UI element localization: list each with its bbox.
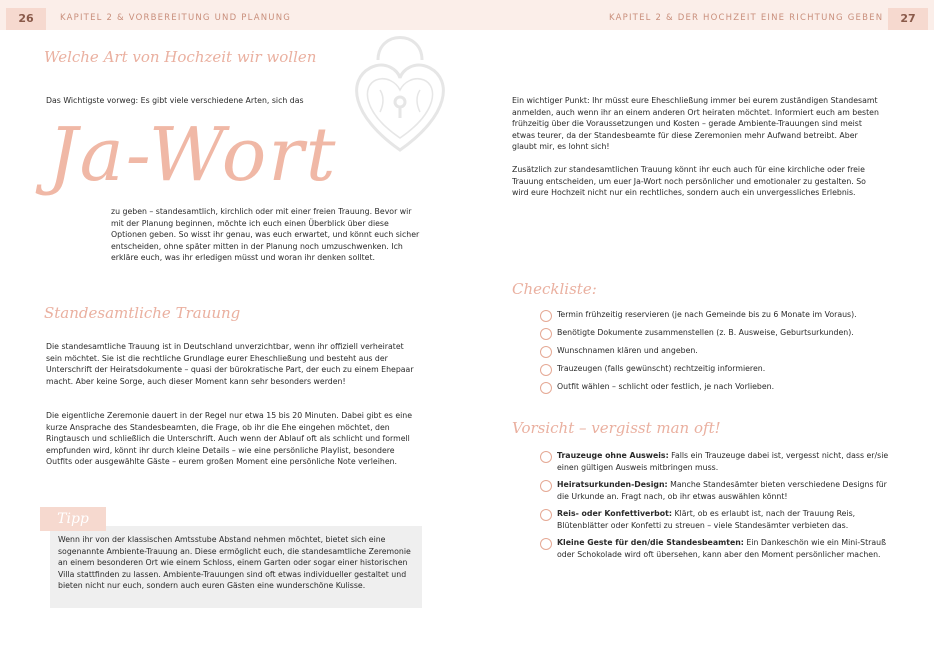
caution-item[interactable] — [540, 479, 897, 502]
checklist-item[interactable] — [540, 381, 897, 394]
checkbox-circle-icon[interactable] — [540, 346, 552, 358]
checkbox-circle-icon[interactable] — [540, 310, 552, 322]
running-head-left: KAPITEL 2 & VORBEREITUNG UND PLANUNG — [60, 13, 292, 23]
heading-vorsicht: Vorsicht – vergisst man oft! — [512, 419, 721, 437]
checklist-item-text: Wunschnamen klären und angeben. — [557, 346, 698, 355]
caution-item-title: Trauzeuge ohne Ausweis: — [557, 451, 669, 460]
checkbox-circle-icon[interactable] — [540, 480, 552, 492]
paragraph-anmeldung: Ein wichtiger Punkt: Ihr müsst eure Eheschließung immer bei eurem zuständigen Standesamt anmelden, auch wenn ihr an einem anderen Ort heiraten möchtet. Informiert euch am besten frühzeitig über die Voraussetzungen und Kosten – gerade Ambiente-Trauungen sind meist etwas teurer, da der Standesbeamte für diese Zeremonien mehr Aufwand betreibt. Aber glaubt mir, es lohnt sich! — [512, 96, 879, 152]
heading-checkliste: Checkliste: — [512, 280, 597, 298]
heading-standesamtliche-trauung: Standesamtliche Trauung — [44, 304, 241, 322]
checkbox-circle-icon[interactable] — [540, 509, 552, 521]
tip-label: Tipp — [40, 507, 106, 531]
checklist-item[interactable] — [540, 309, 897, 322]
tip-text: Wenn ihr von der klassischen Amtsstube Abstand nehmen möchtet, bietet sich eine sogenannte Ambiente-Trauung an. Diese ermöglicht euch, die standesamtliche Zeremonie an einem besonderen Ort wie einem Schloss, einem Garten oder sogar einer historischen Villa stattfinden zu lassen. Ambiente-Trauungen sind oft etwas individueller gestaltet und bieten nicht nur euch, sondern auch euren Gästen eine wunderschöne Kulisse. — [58, 535, 411, 591]
caution-item[interactable] — [540, 450, 897, 473]
checkbox-circle-icon[interactable] — [540, 451, 552, 463]
caution-item-title: Heiratsurkunden-Design: — [557, 480, 668, 489]
caution-item-text: Falls ein Trauzeuge dabei ist, vergesst nicht, dass er/sie einen gültigen Ausweis mitbringen muss. — [557, 451, 889, 472]
checklist-item-text: Outfit wählen – schlicht oder festlich, je nach Vorlieben. — [557, 382, 775, 391]
ja-wort-display: Ja-Wort — [48, 112, 338, 198]
checklist-item[interactable] — [540, 345, 897, 358]
caution-item-title: Kleine Geste für den/die Standesbeamten: — [557, 538, 744, 547]
checkbox-circle-icon[interactable] — [540, 382, 552, 394]
caution-item[interactable] — [540, 537, 897, 560]
page-number-left: 26 — [6, 8, 46, 30]
heading-welche-art: Welche Art von Hochzeit wir wollen — [44, 48, 317, 66]
checkbox-circle-icon[interactable] — [540, 328, 552, 340]
checklist-item[interactable] — [540, 363, 897, 376]
paragraph-standesamt-2: Die eigentliche Zeremonie dauert in der Regel nur etwa 15 bis 20 Minuten. Dabei gibt es eine kurze Ansprache des Standesbeamten, die Frage, ob ihr die Ehe eingehen möchtet, den Ringtausch und schließlich die Unterschrift. Auch wenn der Ablauf oft als schlicht und formell empfunden wird, könnt ihr durch kleine Details – wie eine persönliche Playlist, besondere Outfits oder ausgewählte Gäste – eurem großen Moment eine persönliche Note verleihen. — [46, 411, 413, 467]
checkbox-circle-icon[interactable] — [540, 364, 552, 376]
paragraph-zusaetzlich: Zusätzlich zur standesamtlichen Trauung könnt ihr euch auch für eine kirchliche oder freie Trauung entscheiden, um euer Ja-Wort noch persönlicher und emotionaler zu gestalten. So wird eure Hochzeit nicht nur ein rechtliches, sondern auch ein unvergessliches Erlebnis. — [512, 165, 866, 198]
checklist-item-text: Termin frühzeitig reservieren (je nach Gemeinde bis zu 6 Monate im Voraus). — [557, 310, 857, 319]
intro-continuation: zu geben – standesamtlich, kirchlich oder mit einer freien Trauung. Bevor wir mit der Planung beginnen, möchte ich euch einen Überblick über diese Optionen geben. So wisst ihr genau, was euch erwartet, und könnt euch sicher entscheiden, ohne später mitten in der Planung noch umzuschwenken. Ich erkläre euch, was ihr erledigen müsst und woran ihr denken solltet. — [111, 207, 420, 263]
checklist-item[interactable] — [540, 327, 897, 340]
checklist-item-text: Trauzeugen (falls gewünscht) rechtzeitig informieren. — [557, 364, 766, 373]
running-head-right: KAPITEL 2 & DER HOCHZEIT EINE RICHTUNG GEBEN — [609, 13, 884, 23]
page-number-right: 27 — [888, 8, 928, 30]
caution-item-text: Klärt, ob es erlaubt ist, nach der Trauung Reis, Blütenblätter oder Konfetti zu streuen – viele Standesämter verbieten das. — [557, 509, 856, 530]
checklist-item-text: Benötigte Dokumente zusammenstellen (z. B. Ausweise, Geburtsurkunden). — [557, 328, 854, 337]
caution-item[interactable] — [540, 508, 897, 531]
paragraph-standesamt-1: Die standesamtliche Trauung ist in Deutschland unverzichtbar, wenn ihr offiziell verheiratet sein möchtet. Sie ist die rechtliche Grundlage eurer Eheschließung und besteht aus der Unterschrift der Heiratsdokumente – quasi der bürokratische Part, der euch zu einem Ehepaar macht. Aber keine Sorge, auch dieser Moment kann sehr besonders werden! — [46, 342, 414, 386]
checkbox-circle-icon[interactable] — [540, 538, 552, 550]
caution-item-title: Reis- oder Konfettiverbot: — [557, 509, 672, 518]
heart-lock-illustration — [340, 20, 460, 160]
caution-item-text: Ein Dankeschön wie ein Mini-Strauß oder Schokolade wird oft übersehen, kann aber den Moment persönlicher machen. — [557, 538, 887, 559]
intro-text: Das Wichtigste vorweg: Es gibt viele verschiedene Arten, sich das — [46, 96, 304, 105]
caution-item-text: Manche Standesämter bieten verschiedene Designs für die Urkunde an. Fragt nach, ob ihr etwas auswählen könnt! — [557, 480, 887, 501]
